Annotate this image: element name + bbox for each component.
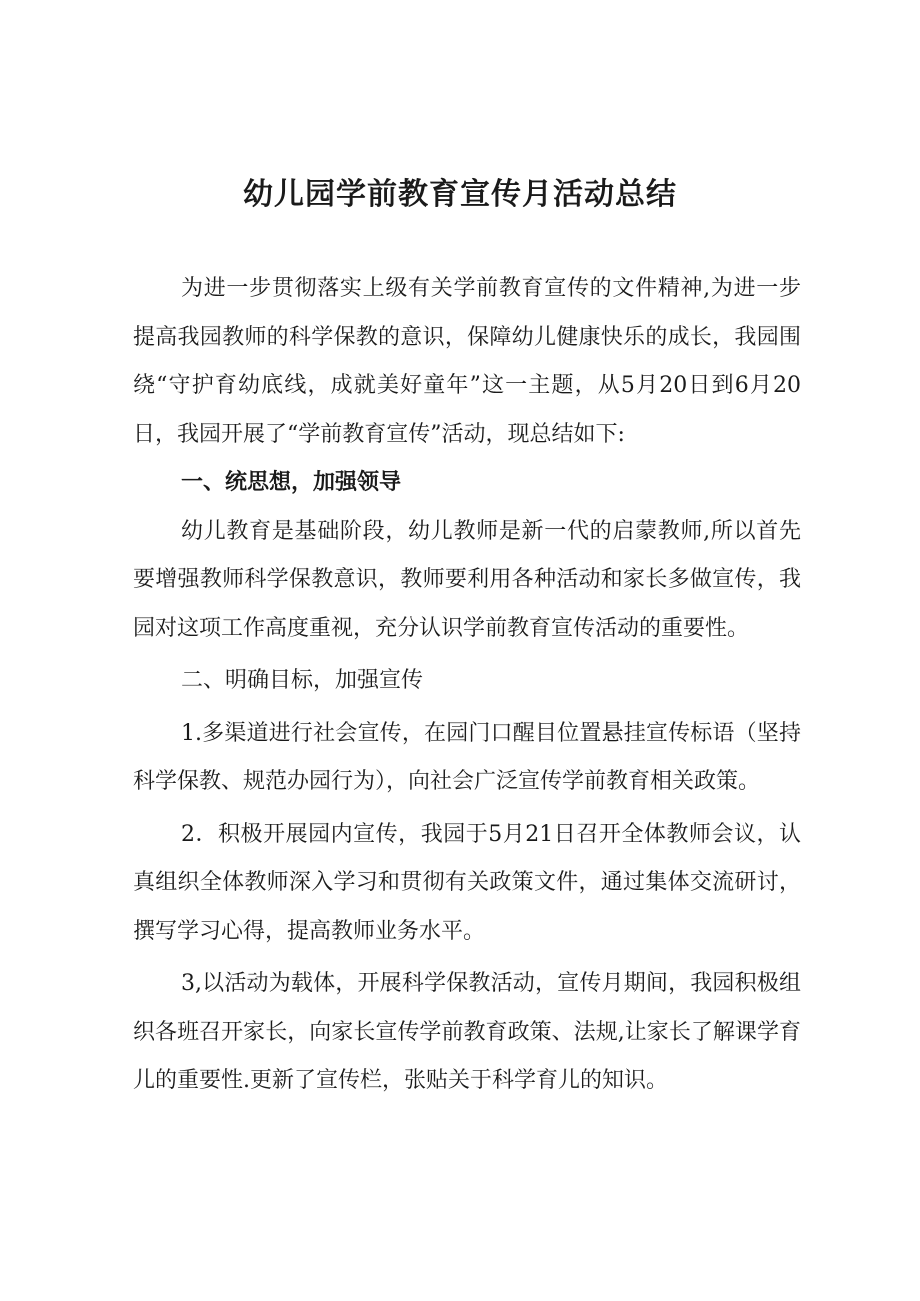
document-body [133, 265, 801, 1106]
section-1-paragraph: 幼儿教育是基础阶段，幼儿教师是新一代的启蒙教师,所以首先要增强教师科学保教意识，教师要利用各种活动和家长多做宣传，我园对这项工作高度重视，充分认识学前教育宣传活动的重要性。 [133, 518, 801, 641]
list-item-1: 1.多渠道进行社会宣传，在园门口醒目位置悬挂宣传标语（坚持科学保教、规范办园行为），向社会广泛宣传学前教育相关政策。 [133, 720, 801, 794]
section-heading-1: 一、统思想，加强领导 [181, 470, 402, 495]
section-heading-2: 二、明确目标，加强宣传 [181, 668, 424, 693]
list-item-2: 2．积极开展园内宣传，我园于5月21日召开全体教师会议，认真组织全体教师深入学习和贯彻有关政策文件，通过集体交流研讨，撰写学习心得，提高教师业务水平。 [133, 821, 801, 944]
list-item-3: 3,以活动为载体，开展科学保教活动，宣传月期间，我园积极组织各班召开家长，向家长宣传学前教育政策、法规,让家长了解课学育儿的重要性.更新了宣传栏，张贴关于科学育儿的知识。 [133, 971, 801, 1093]
document-title: 幼儿园学前教育宣传月活动总结 [243, 177, 677, 212]
intro-paragraph: 为进一步贯彻落实上级有关学前教育宣传的文件精神,为进一步提高我园教师的科学保教的意识，保障幼儿健康快乐的成长，我园围绕“守护育幼底线，成就美好童年”这一主题，从5月20日到6月20日，我园开展了“学前教育宣传”活动，现总结如下: [133, 276, 801, 447]
